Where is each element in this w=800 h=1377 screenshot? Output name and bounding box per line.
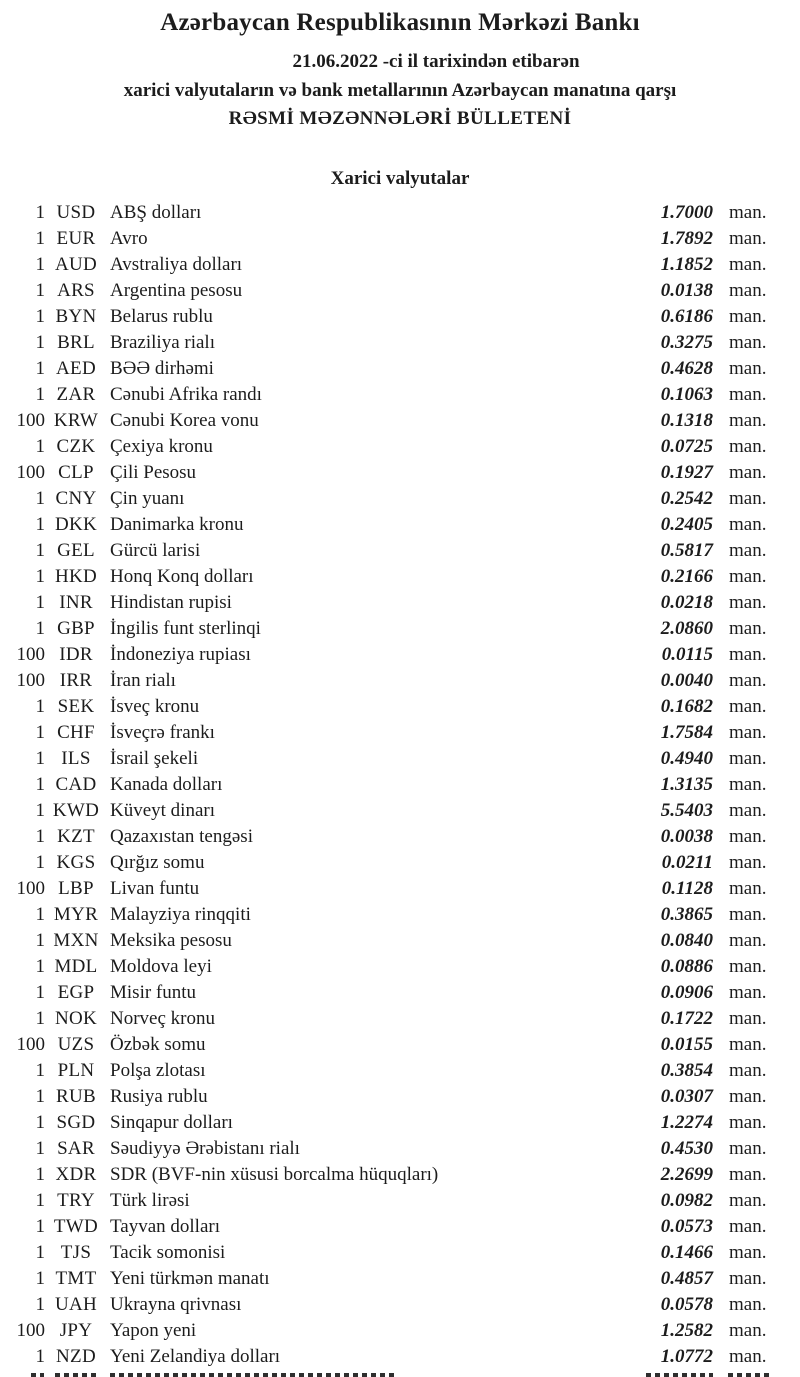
currency-name: Cənubi Afrika randı [110,384,262,405]
row-quantity: 1 [35,1346,45,1367]
table-row [8,1006,772,1032]
table-row [8,356,772,382]
section-heading: Xarici valyutalar [330,168,470,189]
exchange-rate: 0.0038 [660,826,713,847]
currency-code: CZK [56,436,96,457]
unit-label: man. [729,800,767,821]
unit-label: man. [729,540,767,561]
unit-label: man. [729,722,767,743]
row-quantity: 1 [35,1060,45,1081]
exchange-rate: 1.7892 [660,228,713,249]
currency-code: GBP [57,618,95,639]
currency-code: CLP [58,462,94,483]
unit-label: man. [729,280,767,301]
currency-code: SEK [57,696,95,717]
currency-name: Meksika pesosu [110,930,232,951]
row-quantity: 1 [35,540,45,561]
table-row [8,668,772,694]
table-row [8,642,772,668]
table-row [8,226,772,252]
unit-label: man. [729,774,767,795]
currency-name: Moldova leyi [110,956,212,977]
row-quantity: 1 [35,956,45,977]
currency-code: JPY [59,1320,93,1341]
table-row [8,408,772,434]
table-row [8,1162,772,1188]
exchange-rate: 0.0573 [660,1216,713,1237]
exchange-rate: 0.2542 [660,488,713,509]
effective-date-line: 21.06.2022 -ci il tarixindən etibarən [292,51,580,72]
table-row [8,486,772,512]
bulletin-title: RƏSMİ MƏZƏNNƏLƏRİ BÜLLETENİ [228,108,572,129]
exchange-rate: 1.1852 [660,254,713,275]
unit-label: man. [729,384,767,405]
row-quantity: 100 [16,1034,45,1055]
currency-name: Tayvan dolları [110,1216,220,1237]
exchange-rate: 1.7584 [660,722,713,743]
row-quantity: 1 [35,1216,45,1237]
unit-label: man. [729,410,767,431]
unit-label: man. [729,1164,767,1185]
currency-code: BYN [55,306,97,327]
currency-code: ILS [61,748,91,769]
table-row [8,954,772,980]
unit-label: man. [729,1320,767,1341]
exchange-rate: 0.0155 [660,1034,713,1055]
row-quantity: 1 [35,280,45,301]
row-quantity: 1 [35,514,45,535]
clipped-glyph-tops [110,1373,396,1377]
currency-name: Honq Konq dolları [110,566,254,587]
currency-code: AED [56,358,96,379]
unit-label: man. [729,618,767,639]
exchange-rate: 1.2274 [660,1112,713,1133]
table-row [8,616,772,642]
currency-code: DKK [54,514,98,535]
currency-code: CHF [57,722,95,743]
exchange-rate: 0.2405 [660,514,713,535]
row-quantity: 1 [35,1164,45,1185]
exchange-rate: 0.1722 [660,1008,713,1029]
currency-code: KZT [57,826,95,847]
unit-label: man. [729,1086,767,1107]
currency-code: PLN [57,1060,95,1081]
table-row [8,1318,772,1344]
unit-label: man. [729,488,767,509]
row-quantity: 1 [35,254,45,275]
currency-name: Misir funtu [110,982,197,1003]
currency-name: Yeni Zelandiya dolları [110,1346,281,1367]
unit-label: man. [729,930,767,951]
currency-code: SAR [57,1138,95,1159]
unit-label: man. [729,332,767,353]
row-quantity: 100 [16,410,45,431]
currency-name: Yeni türkmən manatı [110,1268,270,1289]
exchange-rate: 2.2699 [660,1164,713,1185]
exchange-rate: 0.4940 [660,748,713,769]
currency-name: İsrail şekeli [110,748,199,769]
row-quantity: 1 [35,1112,45,1133]
row-quantity: 1 [35,384,45,405]
exchange-rate: 0.1466 [660,1242,713,1263]
table-row [8,1058,772,1084]
unit-label: man. [729,878,767,899]
row-quantity: 1 [35,826,45,847]
currency-code: USD [56,202,96,223]
currency-code: UZS [57,1034,95,1055]
currency-name: İndoneziya rupiası [110,644,251,665]
table-row [8,798,772,824]
exchange-rate: 0.1128 [661,878,713,899]
currency-code: TWD [53,1216,99,1237]
exchange-rate: 0.1927 [660,462,713,483]
exchange-rate: 0.1063 [660,384,713,405]
exchange-rate: 0.0886 [660,956,713,977]
currency-name: Özbək somu [110,1034,206,1055]
exchange-rate: 1.2582 [660,1320,713,1341]
currency-code: NOK [54,1008,98,1029]
unit-label: man. [729,358,767,379]
unit-label: man. [729,1008,767,1029]
exchange-rate: 0.0982 [660,1190,713,1211]
currency-code: MDL [54,956,98,977]
currency-code: KWD [52,800,100,821]
currency-code: CAD [55,774,97,795]
table-row [8,1214,772,1240]
table-row [8,590,772,616]
exchange-rate: 2.0860 [660,618,713,639]
currency-code: UAH [54,1294,98,1315]
table-row [8,1032,772,1058]
currency-name: Gürcü larisi [110,540,201,561]
exchange-rate: 0.6186 [660,306,713,327]
currency-name: Ukrayna qrivnası [110,1294,242,1315]
row-quantity: 1 [35,358,45,379]
table-row [8,824,772,850]
unit-label: man. [729,1216,767,1237]
table-row [8,1110,772,1136]
exchange-rate: 0.3854 [660,1060,713,1081]
row-quantity: 1 [35,618,45,639]
unit-label: man. [729,514,767,535]
exchange-rate: 1.7000 [660,202,713,223]
table-row [8,512,772,538]
currency-code: KGS [56,852,96,873]
currency-name: ABŞ dolları [110,202,202,223]
exchange-rate: 0.4628 [660,358,713,379]
table-row [8,980,772,1006]
table-row [8,434,772,460]
exchange-rate: 0.2166 [660,566,713,587]
currency-name: Qırğız somu [110,852,205,873]
currency-code: AUD [54,254,98,275]
exchange-rate: 0.5817 [660,540,713,561]
unit-label: man. [729,1346,767,1367]
row-quantity: 100 [16,644,45,665]
row-quantity: 100 [16,462,45,483]
currency-name: Çin yuanı [110,488,185,509]
unit-label: man. [729,592,767,613]
unit-label: man. [729,254,767,275]
exchange-rate: 0.0307 [660,1086,713,1107]
table-row [8,460,772,486]
currency-code: IDR [59,644,93,665]
currency-name: Çili Pesosu [110,462,197,483]
row-quantity: 1 [35,1138,45,1159]
currency-name: SDR (BVF-nin xüsusi borcalma hüquqları) [110,1164,439,1185]
unit-label: man. [729,956,767,977]
currency-code: XDR [55,1164,97,1185]
table-row [8,1084,772,1110]
currency-name: Sinqapur dolları [110,1112,233,1133]
unit-label: man. [729,852,767,873]
currency-name: Avro [110,228,148,249]
currency-name: Küveyt dinarı [110,800,216,821]
exchange-rate: 0.0040 [660,670,713,691]
row-quantity: 1 [35,722,45,743]
currency-name: Çexiya kronu [110,436,213,457]
exchange-rate: 1.0772 [660,1346,713,1367]
rates-table [0,200,800,1370]
exchange-rate: 0.0578 [660,1294,713,1315]
row-quantity: 1 [35,800,45,821]
row-quantity: 1 [35,306,45,327]
currency-code: CNY [55,488,97,509]
clipped-glyph-tops [31,1373,44,1377]
row-quantity: 1 [35,696,45,717]
currency-code: RUB [56,1086,96,1107]
table-row [8,850,772,876]
unit-label: man. [729,1190,767,1211]
row-quantity: 1 [35,202,45,223]
table-row [8,902,772,928]
unit-label: man. [729,644,767,665]
currency-name: Səudiyyə Ərəbistanı rialı [110,1138,300,1159]
exchange-rate: 0.0138 [660,280,713,301]
unit-label: man. [729,670,767,691]
page-title: Azərbaycan Respublikasının Mərkəzi Bankı [160,9,640,36]
table-row [8,1240,772,1266]
unit-label: man. [729,306,767,327]
row-quantity: 1 [35,332,45,353]
table-row [8,1136,772,1162]
table-row [8,772,772,798]
table-row [8,928,772,954]
exchange-rate: 0.0840 [660,930,713,951]
currency-name: Qazaxıstan tengəsi [110,826,253,847]
row-quantity: 1 [35,774,45,795]
currency-code: BRL [57,332,95,353]
row-quantity: 1 [35,566,45,587]
currency-name: İran rialı [110,670,176,691]
exchange-rate: 0.1318 [660,410,713,431]
exchange-rate: 0.0218 [660,592,713,613]
exchange-rate: 0.0906 [660,982,713,1003]
table-row [8,304,772,330]
currency-code: MYR [53,904,99,925]
currency-name: İngilis funt sterlinqi [110,618,261,639]
row-quantity: 1 [35,592,45,613]
row-quantity: 1 [35,1268,45,1289]
currency-name: Argentina pesosu [110,280,243,301]
exchange-rate: 0.3865 [660,904,713,925]
clipped-glyph-tops [55,1373,99,1377]
currency-code: MXN [53,930,99,951]
currency-name: Norveç kronu [110,1008,215,1029]
table-row [8,1188,772,1214]
unit-label: man. [729,1060,767,1081]
exchange-rate: 0.0725 [660,436,713,457]
table-row [8,200,772,226]
currency-name: Türk lirəsi [110,1190,190,1211]
table-row [8,694,772,720]
row-quantity: 1 [35,228,45,249]
unit-label: man. [729,228,767,249]
currency-code: SGD [56,1112,96,1133]
exchange-rate: 0.1682 [660,696,713,717]
table-row [8,1266,772,1292]
unit-label: man. [729,1138,767,1159]
row-quantity: 1 [35,1008,45,1029]
currency-code: ARS [57,280,95,301]
currency-code: HKD [54,566,98,587]
table-row [8,278,772,304]
unit-label: man. [729,202,767,223]
exchange-rate: 1.3135 [660,774,713,795]
currency-name: Livan funtu [110,878,200,899]
row-quantity: 1 [35,436,45,457]
currency-name: Hindistan rupisi [110,592,232,613]
row-quantity: 1 [35,904,45,925]
table-row [8,876,772,902]
currency-name: BƏƏ dirhəmi [110,358,214,379]
currency-code: EUR [56,228,96,249]
unit-label: man. [729,1242,767,1263]
unit-label: man. [729,1034,767,1055]
row-quantity: 100 [16,878,45,899]
table-row [8,1292,772,1318]
unit-label: man. [729,1268,767,1289]
table-row [8,538,772,564]
unit-label: man. [729,1112,767,1133]
exchange-rate: 0.4857 [660,1268,713,1289]
currency-code: ZAR [56,384,96,405]
currency-code: TRY [57,1190,95,1211]
currency-code: TJS [60,1242,92,1263]
currency-name: İsveçrə frankı [110,722,215,743]
row-quantity: 100 [16,1320,45,1341]
exchange-rate: 0.4530 [660,1138,713,1159]
currency-name: Cənubi Korea vonu [110,410,259,431]
unit-label: man. [729,566,767,587]
row-quantity: 1 [35,1086,45,1107]
exchange-rate: 0.3275 [660,332,713,353]
clipped-partial-row [0,1372,800,1377]
unit-label: man. [729,826,767,847]
row-quantity: 1 [35,1190,45,1211]
unit-label: man. [729,436,767,457]
currency-name: Kanada dolları [110,774,223,795]
row-quantity: 1 [35,748,45,769]
currency-code: EGP [57,982,95,1003]
currency-name: Rusiya rublu [110,1086,208,1107]
table-row [8,382,772,408]
table-row [8,720,772,746]
document-header [0,0,800,133]
clipped-glyph-tops [728,1373,772,1377]
table-row [8,330,772,356]
currency-name: Danimarka kronu [110,514,244,535]
subtitle-scope: xarici valyutaların və bank metallarının Azərbaycan manatına qarşı [123,80,677,101]
exchange-rate: 5.5403 [660,800,713,821]
currency-code: LBP [58,878,94,899]
currency-name: Belarus rublu [110,306,213,327]
table-row [8,1344,772,1370]
unit-label: man. [729,1294,767,1315]
row-quantity: 1 [35,930,45,951]
unit-label: man. [729,748,767,769]
currency-name: İsveç kronu [110,696,200,717]
row-quantity: 1 [35,488,45,509]
row-quantity: 1 [35,1294,45,1315]
currency-code: NZD [56,1346,96,1367]
row-quantity: 1 [35,1242,45,1263]
currency-code: GEL [57,540,95,561]
table-row [8,564,772,590]
row-quantity: 1 [35,982,45,1003]
unit-label: man. [729,904,767,925]
currency-name: Polşa zlotası [110,1060,206,1081]
currency-name: Braziliya rialı [110,332,215,353]
currency-name: Avstraliya dolları [110,254,243,275]
table-row [8,746,772,772]
currency-name: Malayziya rinqqiti [110,904,251,925]
row-quantity: 1 [35,852,45,873]
unit-label: man. [729,462,767,483]
currency-name: Yapon yeni [110,1320,197,1341]
currency-code: TMT [55,1268,97,1289]
currency-code: INR [59,592,93,613]
currency-name: Tacik somonisi [110,1242,226,1263]
unit-label: man. [729,696,767,717]
unit-label: man. [729,982,767,1003]
exchange-rate: 0.0211 [661,852,713,873]
table-row [8,252,772,278]
exchange-rate: 0.0115 [661,644,713,665]
currency-code: KRW [53,410,99,431]
clipped-glyph-tops [646,1373,713,1377]
currency-code: IRR [59,670,93,691]
row-quantity: 100 [16,670,45,691]
